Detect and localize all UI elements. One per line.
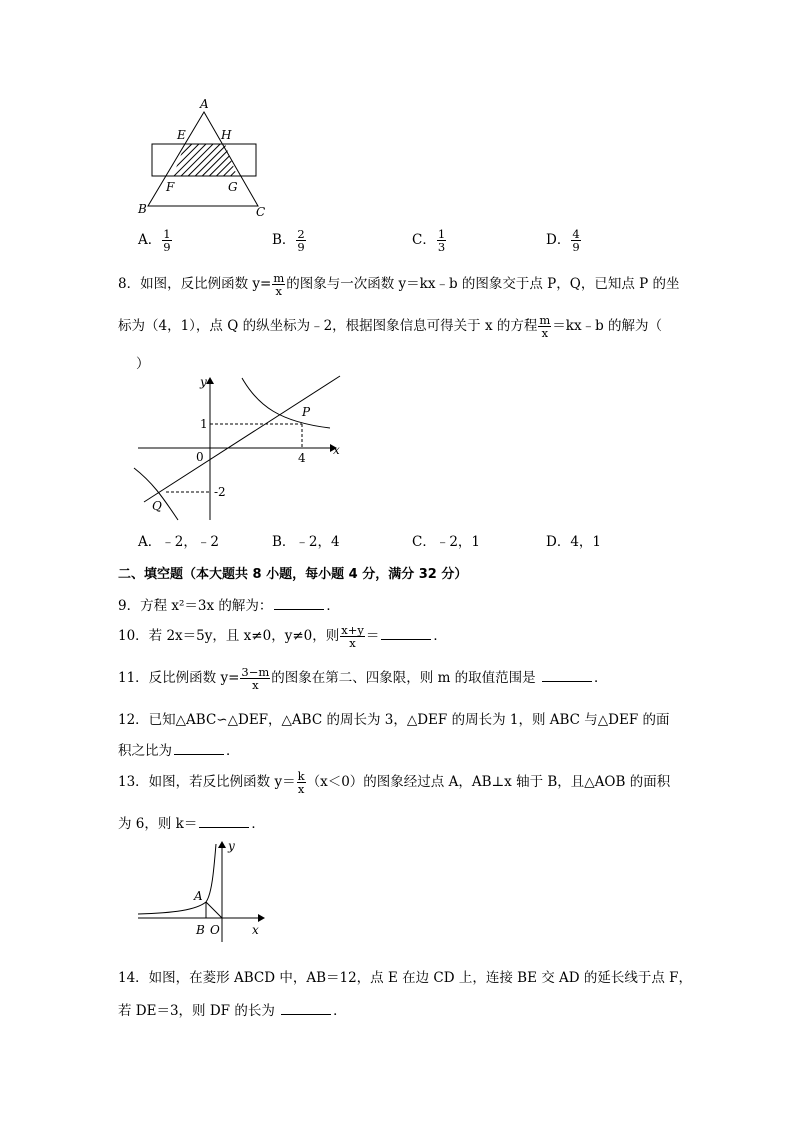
q11-text: ． (593, 670, 608, 687)
option-letter: D． (546, 232, 571, 249)
y-axis-arrow (218, 841, 226, 848)
answer-blank[interactable] (174, 742, 224, 755)
q14-line1: 14．如图，在菱形 ABCD 中，AB＝12，点 E 在边 CD 上，连接 BE 交 AD 的延长线于点 F， (118, 970, 693, 986)
q13-line1 (118, 770, 670, 795)
frac-num: m (539, 313, 551, 327)
frac-den: x (252, 678, 259, 693)
q8-text: ） (136, 356, 150, 372)
answer-blank[interactable] (542, 669, 592, 682)
q7-figure (130, 92, 280, 222)
option-letter: A． (138, 232, 162, 249)
frac-den: 9 (163, 240, 171, 255)
origin-label: 0 (196, 450, 204, 464)
option-letter: C． (412, 232, 436, 249)
q7-option-a[interactable] (138, 228, 173, 253)
label-E: E (177, 128, 186, 142)
tick-one: 1 (200, 417, 208, 431)
label-C: C (256, 205, 266, 219)
q8-fraction (538, 314, 551, 339)
hyperbola-branch (138, 844, 216, 914)
label-G: G (228, 180, 238, 194)
frac-den: x (541, 326, 549, 341)
option-fraction (437, 228, 446, 253)
frac-num: 2 (297, 227, 305, 241)
q8-line1 (118, 272, 680, 297)
q11-text: 11．反比例函数 y= (118, 670, 240, 687)
frac-den: 9 (297, 240, 305, 255)
q7-option-b[interactable] (272, 228, 307, 253)
section-heading: 二、填空题（本大题共 8 小题，每小题 4 分，满分 32 分） (118, 567, 468, 582)
q8-line3 (136, 352, 150, 372)
answer-blank[interactable] (281, 1002, 331, 1015)
q13-text: （x＜0）的图象经过点 A，AB⊥x 轴于 B，且△AOB 的面积 (306, 774, 671, 791)
q11-text: 的图象在第二、四象限，则 m 的取值范围是 (271, 670, 536, 687)
frac-num: k (297, 769, 305, 783)
hyperbola-branch-1 (242, 378, 330, 428)
q8-text: 标为（4，1），点 Q 的纵坐标为﹣2，根据图象信息可得关于 x 的方程 (118, 318, 538, 335)
q10-fraction (340, 624, 365, 649)
y-label: y (228, 839, 235, 853)
q12-line2 (118, 739, 240, 759)
option-fraction (296, 228, 305, 253)
q8-number: 8． (118, 276, 141, 293)
q9-text: 9．方程 x²＝3x 的解为： (118, 598, 273, 614)
q8-option-a[interactable]: A．﹣2，﹣2 (138, 534, 219, 550)
label-A: A (194, 889, 203, 903)
linear-function-line (144, 376, 340, 502)
q12-text: ． (226, 743, 240, 759)
frac-num: m (273, 271, 285, 285)
y-label: y (200, 375, 207, 389)
q8-text: ＝kx﹣b 的解为（ (552, 318, 663, 335)
tick-neg-two: -2 (214, 485, 226, 499)
option-fraction (571, 228, 580, 253)
frac-num: 3−m (241, 665, 270, 679)
frac-num: 1 (163, 227, 171, 241)
option-letter: B． (272, 232, 296, 249)
q9-line (118, 594, 340, 614)
answer-blank[interactable] (199, 815, 249, 828)
q13-graph (134, 838, 274, 944)
x-label: x (333, 443, 340, 457)
q9-text: ． (326, 598, 340, 614)
answer-blank[interactable] (274, 597, 324, 610)
label-F: F (166, 180, 175, 194)
label-B: B (196, 923, 205, 937)
segment-ao (206, 902, 222, 918)
q13-line2 (118, 812, 265, 832)
frac-den: 9 (572, 240, 580, 255)
q10-text: 10．若 2x＝5y，且 x≠0，y≠0，则 (118, 628, 340, 645)
frac-num: 1 (437, 227, 446, 241)
q11-line (118, 666, 607, 691)
q7-option-c[interactable] (412, 228, 447, 253)
label-A: A (200, 97, 209, 111)
q13-text: ． (251, 816, 265, 832)
frac-den: x (297, 782, 305, 797)
label-B: B (138, 202, 147, 216)
label-H: H (221, 128, 232, 142)
q12-text: 积之比为 (118, 743, 172, 759)
frac-num: 4 (572, 227, 580, 241)
tick-four: 4 (298, 451, 306, 465)
q11-fraction (240, 666, 270, 691)
q8-text: 如图，反比例函数 y= (140, 276, 272, 293)
q10-text: ． (433, 628, 447, 645)
q13-text: 13．如图，若反比例函数 y＝ (118, 774, 296, 791)
q12-line1: 12．已知△ABC∽△DEF，△ABC 的周长为 3，△DEF 的周长为 1，则 ABC 与△DEF 的面 (118, 712, 670, 728)
label-O: O (210, 923, 220, 937)
q8-line2 (118, 314, 662, 339)
y-axis-arrow (206, 377, 214, 384)
frac-den: x (275, 284, 283, 299)
x-label: x (252, 923, 259, 937)
label-Q: Q (152, 499, 162, 513)
q10-line (118, 624, 447, 649)
option-fraction (162, 228, 171, 253)
answer-blank[interactable] (381, 627, 431, 640)
q14-text: ． (333, 1003, 347, 1019)
q14-text: 若 DE＝3，则 DF 的长为 (118, 1003, 275, 1019)
q10-text: ＝ (365, 628, 380, 645)
q8-option-b[interactable]: B．﹣2，4 (272, 534, 340, 550)
q8-fraction (272, 272, 285, 297)
q8-option-c[interactable]: C．﹣2，1 (412, 534, 481, 550)
frac-den: x (349, 636, 356, 651)
q13-text: 为 6，则 k＝ (118, 816, 198, 832)
q8-text: 的图象与一次函数 y＝kx﹣b 的图象交于点 P，Q，已知点 P 的坐 (286, 276, 680, 293)
frac-num: x+y (341, 623, 364, 637)
x-axis-arrow (258, 914, 265, 922)
q7-option-d[interactable] (546, 228, 582, 253)
frac-den: 3 (437, 240, 446, 255)
label-P: P (302, 405, 311, 419)
q13-fraction (297, 770, 306, 795)
q8-graph (130, 372, 350, 524)
q14-line2 (118, 999, 347, 1019)
q8-option-d[interactable]: D．4，1 (546, 534, 602, 550)
